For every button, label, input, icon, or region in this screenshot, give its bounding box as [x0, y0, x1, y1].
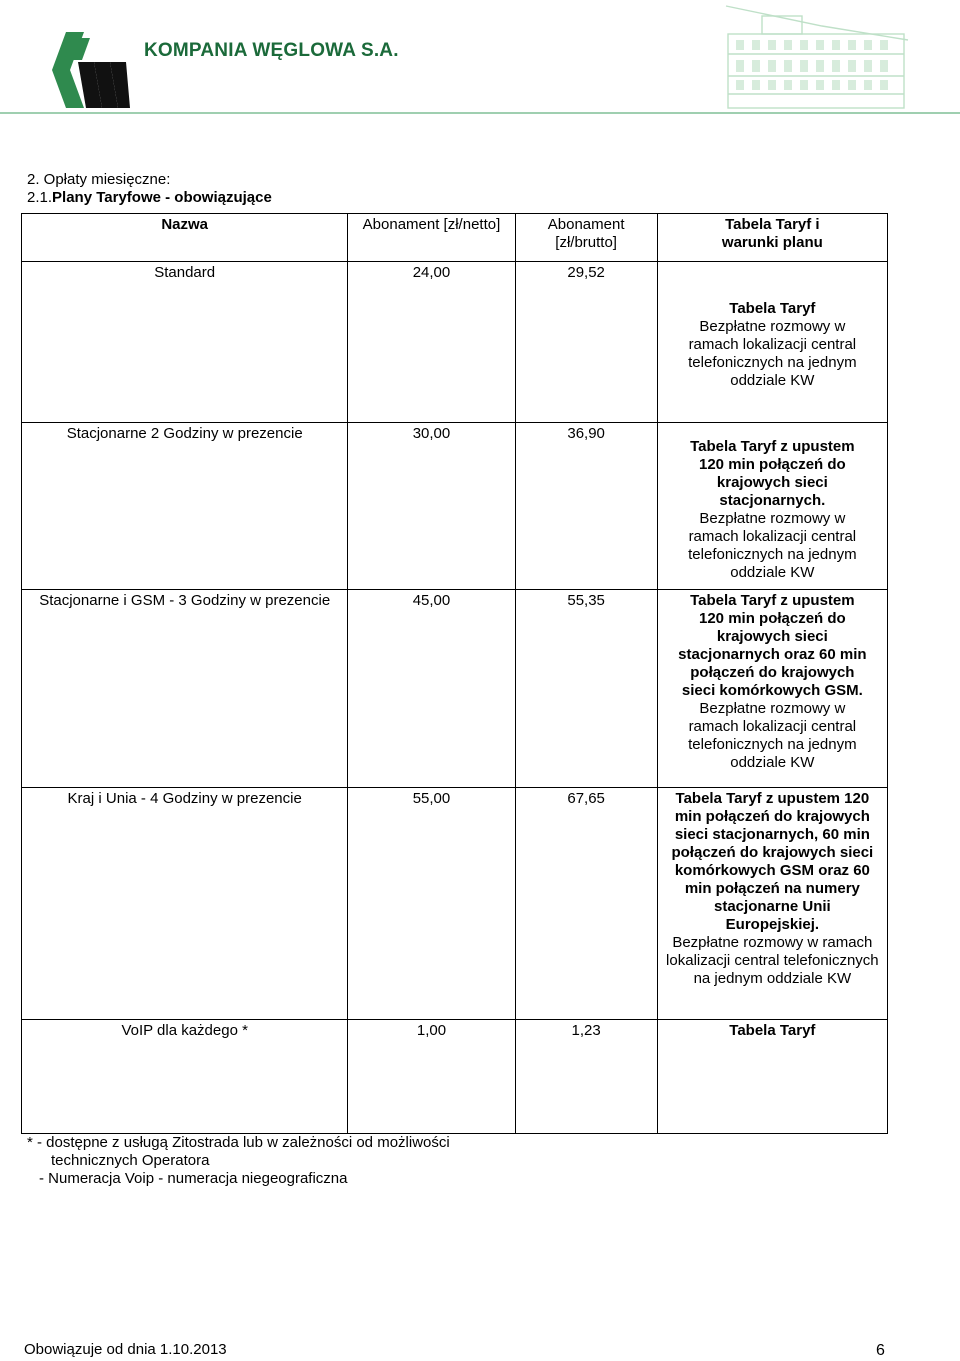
plan-netto: 30,00	[348, 422, 515, 589]
plan-name: Stacjonarne 2 Godziny w prezencie	[22, 422, 348, 589]
subsection-number: 2.1.	[27, 189, 53, 206]
header-divider	[0, 112, 960, 114]
plan-conditions	[657, 422, 887, 589]
plan-name: Standard	[22, 262, 348, 283]
column-header-netto: Abonament [zł/netto]	[348, 214, 515, 262]
company-name: KOMPANIA WĘGLOWA S.A.	[144, 40, 399, 61]
plan-name-spacer	[22, 282, 348, 422]
conditions-normal: Bezpłatne rozmowy w ramach lokalizacji central telefonicznych na jednym oddziale KW	[666, 933, 879, 987]
conditions-normal: Bezpłatne rozmowy w ramach lokalizacji central telefonicznych na jednym oddziale KW	[688, 699, 857, 771]
plan-conditions	[657, 1019, 887, 1133]
column-header-brutto: Abonament [zł/brutto]	[515, 214, 657, 262]
table-row	[22, 589, 888, 787]
plan-conditions	[657, 787, 887, 1019]
plan-brutto: 55,35	[515, 589, 657, 787]
plan-netto: 1,00	[348, 1019, 515, 1133]
conditions-bold: Tabela Taryf z upustem 120 min połączeń do krajowych sieci stacjonarnych.	[690, 437, 855, 509]
plan-netto-spacer	[348, 282, 515, 422]
conditions-bold: Tabela Taryf z upustem 120 min połączeń do krajowych sieci stacjonarnych, 60 min połączeń do krajowych sieci komórkowych GSM oraz 60 min połączeń na numery stacjonarne Unii Europejskiej.	[671, 789, 874, 933]
footnote-line: * - dostępne z usługą Zitostrada lub w zależności od możliwości	[27, 1134, 450, 1151]
plan-brutto-spacer	[515, 282, 657, 422]
plan-name: Stacjonarne i GSM - 3 Godziny w prezencie	[22, 589, 348, 787]
validity-date: Obowiązuje od dnia 1.10.2013	[24, 1341, 227, 1358]
plan-conditions	[657, 262, 887, 423]
tariff-plans-table	[21, 213, 888, 1134]
conditions-normal: Bezpłatne rozmowy w ramach lokalizacji central telefonicznych na jednym oddziale KW	[688, 318, 857, 389]
plan-netto: 55,00	[348, 787, 515, 1019]
table-row	[22, 1019, 888, 1133]
column-header-conditions: Tabela Taryf i warunki planu	[657, 214, 887, 262]
footnote-line: technicznych Operatora	[51, 1152, 210, 1169]
page-number: 6	[876, 1342, 885, 1359]
plan-netto: 24,00	[348, 262, 515, 283]
table-row	[22, 787, 888, 1019]
plan-brutto: 1,23	[515, 1019, 657, 1133]
conditions-bold: Tabela Taryf z upustem 120 min połączeń do krajowych sieci stacjonarnych oraz 60 min połączeń do krajowych sieci komórkowych GSM.	[678, 591, 867, 699]
page-header	[0, 0, 960, 118]
conditions-bold: Tabela Taryf	[729, 1021, 816, 1039]
plan-name: VoIP dla każdego *	[22, 1019, 348, 1133]
table-row	[22, 422, 888, 589]
conditions-bold: Tabela Taryf	[729, 300, 816, 317]
plan-name: Kraj i Unia - 4 Godziny w prezencie	[22, 787, 348, 1019]
subsection-title: Plany Taryfowe - obowiązujące	[52, 189, 272, 206]
table-row	[22, 262, 888, 283]
column-header-name: Nazwa	[22, 214, 348, 262]
footnote-line: - Numeracja Voip - numeracja niegeograficzna	[39, 1170, 348, 1187]
plan-brutto: 67,65	[515, 787, 657, 1019]
subsection-heading	[27, 189, 272, 206]
plan-brutto: 36,90	[515, 422, 657, 589]
section-heading: 2. Opłaty miesięczne:	[27, 171, 171, 188]
building-watermark-icon	[722, 4, 912, 112]
plan-conditions	[657, 589, 887, 787]
conditions-normal: Bezpłatne rozmowy w ramach lokalizacji central telefonicznych na jednym oddziale KW	[688, 509, 857, 581]
table-header-row	[22, 214, 888, 262]
plan-brutto: 29,52	[515, 262, 657, 283]
company-logo-icon	[50, 30, 132, 110]
plan-netto: 45,00	[348, 589, 515, 787]
